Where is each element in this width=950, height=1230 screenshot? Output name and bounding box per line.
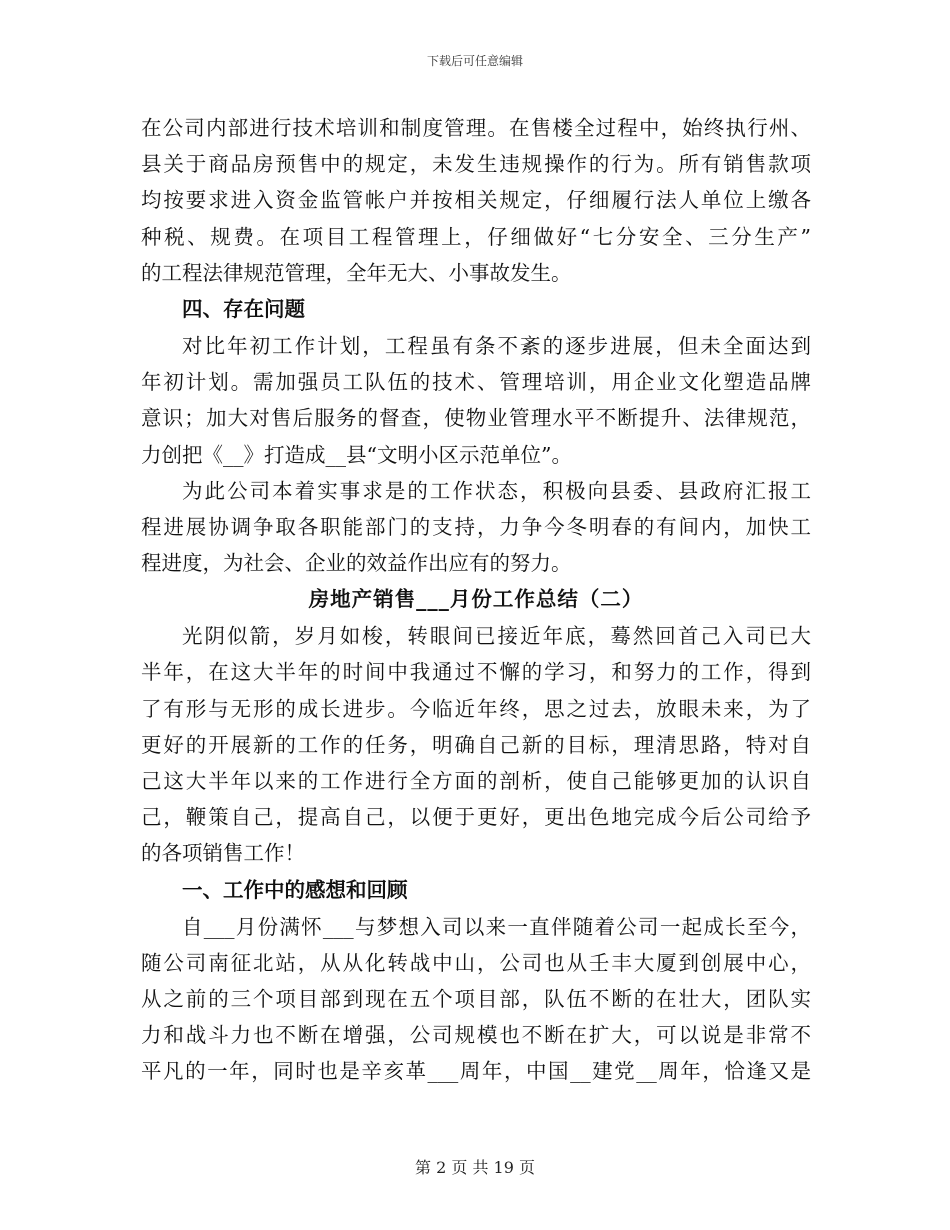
paragraph-line: 光阴似箭，岁月如梭，转眼间已接近年底，蓦然回首己入司已大	[182, 624, 811, 649]
paragraph-line: 己这大半年以来的工作进行全方面的剖析，使自己能够更加的认识自	[141, 769, 811, 793]
paragraph-line: 种税、规费。在项目工程管理上，仔细做好“七分安全、三分生产”	[141, 224, 811, 249]
page-header-note: 下载后可任意编辑	[426, 54, 523, 68]
section-heading-problems: 四、存在问题	[182, 296, 305, 321]
paragraph-line: 平凡的一年，同时也是辛亥革___周年，中国__建党__周年，恰逢又是	[141, 1059, 811, 1084]
paragraph-line: 更好的开展新的工作的任务，明确自己新的目标，理清思路，特对自	[141, 732, 811, 757]
document-title: 房地产销售___月份工作总结（二）	[308, 587, 644, 612]
paragraph-line: 对比年初工作计划，工程虽有条不紊的逐步进展，但未全面达到	[182, 333, 811, 358]
paragraph-line: 半年，在这大半年的时间中我通过不懈的学习，和努力的工作，得到	[141, 660, 811, 685]
paragraph-line: 程进度，为社会、企业的效益作出应有的努力。	[141, 551, 572, 576]
document-body	[141, 110, 811, 1090]
paragraph-line: 的各项销售工作！	[141, 841, 305, 866]
paragraph-line: 力和战斗力也不断在增强，公司规模也不断在扩大，可以说是非常不	[141, 1023, 811, 1048]
paragraph-line: 从之前的三个项目部到现在五个项目部，队伍不断的在壮大，团队实	[141, 986, 811, 1011]
paragraph-line: 自___月份满怀___与梦想入司以来一直伴随着公司一起成长至今，	[182, 914, 811, 939]
paragraph-line: 随公司南征北站，从从化转战中山，公司也从壬丰大厦到创展中心，	[141, 950, 811, 975]
paragraph-line: 县关于商品房预售中的规定，未发生违规操作的行为。所有销售款项	[141, 152, 811, 177]
paragraph-line: 意识；加大对售后服务的督查，使物业管理水平不断提升、法律规范，	[141, 406, 811, 431]
paragraph-line: 年初计划。需加强员工队伍的技术、管理培训，用企业文化塑造品牌	[141, 370, 811, 395]
paragraph-line: 的工程法律规范管理，全年无大、小事故发生。	[141, 260, 572, 285]
paragraph-line: 为此公司本着实事求是的工作状态，积极向县委、县政府汇报工	[182, 478, 811, 503]
page-number: 第 2 页 共 19 页	[415, 1158, 535, 1177]
paragraph-line: 均按要求进入资金监管帐户并按相关规定，仔细履行法人单位上缴各	[141, 188, 811, 213]
paragraph-line: 力创把《__》打造成__县“文明小区示范单位”。	[141, 442, 572, 467]
paragraph-line: 在公司内部进行技术培训和制度管理。在售楼全过程中，始终执行州、	[141, 116, 811, 140]
section-heading-review: 一、工作中的感想和回顾	[182, 877, 408, 902]
paragraph-line: 了有形与无形的成长进步。今临近年终，思之过去，放眼未来，为了	[141, 696, 811, 721]
paragraph-line: 程进展协调争取各职能部门的支持，力争今冬明春的有间内，加快工	[141, 514, 811, 539]
paragraph-line: 己，鞭策自己，提高自己，以便于更好，更出色地完成今后公司给予	[141, 805, 811, 830]
